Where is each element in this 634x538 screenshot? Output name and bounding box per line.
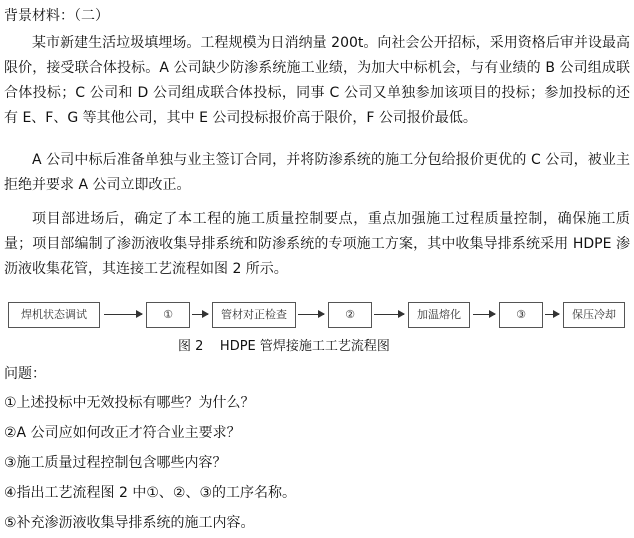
- flow-step-pressure-cooling: 保压冷却: [563, 302, 625, 328]
- flow-arrow: [104, 314, 142, 315]
- question-item-2: ②A 公司应如何改正才符合业主要求？: [4, 425, 241, 441]
- question-list: [4, 388, 296, 538]
- flow-arrow: [545, 314, 559, 315]
- question-item-4: ④指出工艺流程图 2 中①、②、③的工序名称。: [4, 485, 297, 501]
- figure-caption: 图 2 HDPE 管焊接施工工艺流程图: [178, 339, 390, 354]
- question-item-5: ⑤补充渗沥液收集导排系统的施工内容。: [4, 515, 255, 531]
- flow-arrow: [374, 314, 404, 315]
- background-paragraph-3: 项目部进场后，确定了本工程的施工质量控制要点，重点加强施工过程质量控制，确保施工质量；项目部编制了渗沥液收集导排系统和防渗系统的专项施工方案，其中收集导排系统采用 HDPE 渗沥液收集花管，其连接工艺流程如图 2 所示。: [4, 211, 630, 277]
- flow-arrow: [298, 314, 324, 315]
- flow-arrow: [192, 314, 208, 315]
- flow-step-heating-melting: 加温熔化: [408, 302, 470, 328]
- questions-heading: 问题：: [4, 366, 46, 382]
- flow-arrow: [473, 314, 495, 315]
- flow-step-2: ②: [328, 302, 372, 328]
- flow-step-welder-debug: 焊机状态调试: [8, 302, 100, 328]
- flow-step-3: ③: [499, 302, 543, 328]
- flow-step-pipe-alignment: 管材对正检查: [212, 302, 296, 328]
- section-heading: 背景材料：（二）: [4, 8, 109, 24]
- question-item-1: ①上述投标中无效投标有哪些？为什么？: [4, 395, 255, 411]
- question-item-3: ③施工质量过程控制包含哪些内容？: [4, 455, 227, 471]
- background-paragraph-1: 某市新建生活垃圾填埋场。工程规模为日消纳量 200t。向社会公开招标，采用资格后审并设最高限价，接受联合体投标。A 公司缺少防渗系统施工业绩，为加大中标机会，与有业绩的 B 公司组成联合体投标；C 公司和 D 公司组成联合体投标，同事 C 公司又单独参加该项目的投标；参加投标的还有 E、F、G 等其他公司，其中 E 公司投标报价高于限价，F 公司报价最低。: [4, 35, 630, 126]
- background-paragraph-2: A 公司中标后准备单独与业主签订合同，并将防渗系统的施工分包给报价更优的 C 公司，被业主拒绝并要求 A 公司立即改正。: [4, 152, 630, 193]
- process-flowchart: [0, 296, 634, 336]
- flow-step-1: ①: [146, 302, 190, 328]
